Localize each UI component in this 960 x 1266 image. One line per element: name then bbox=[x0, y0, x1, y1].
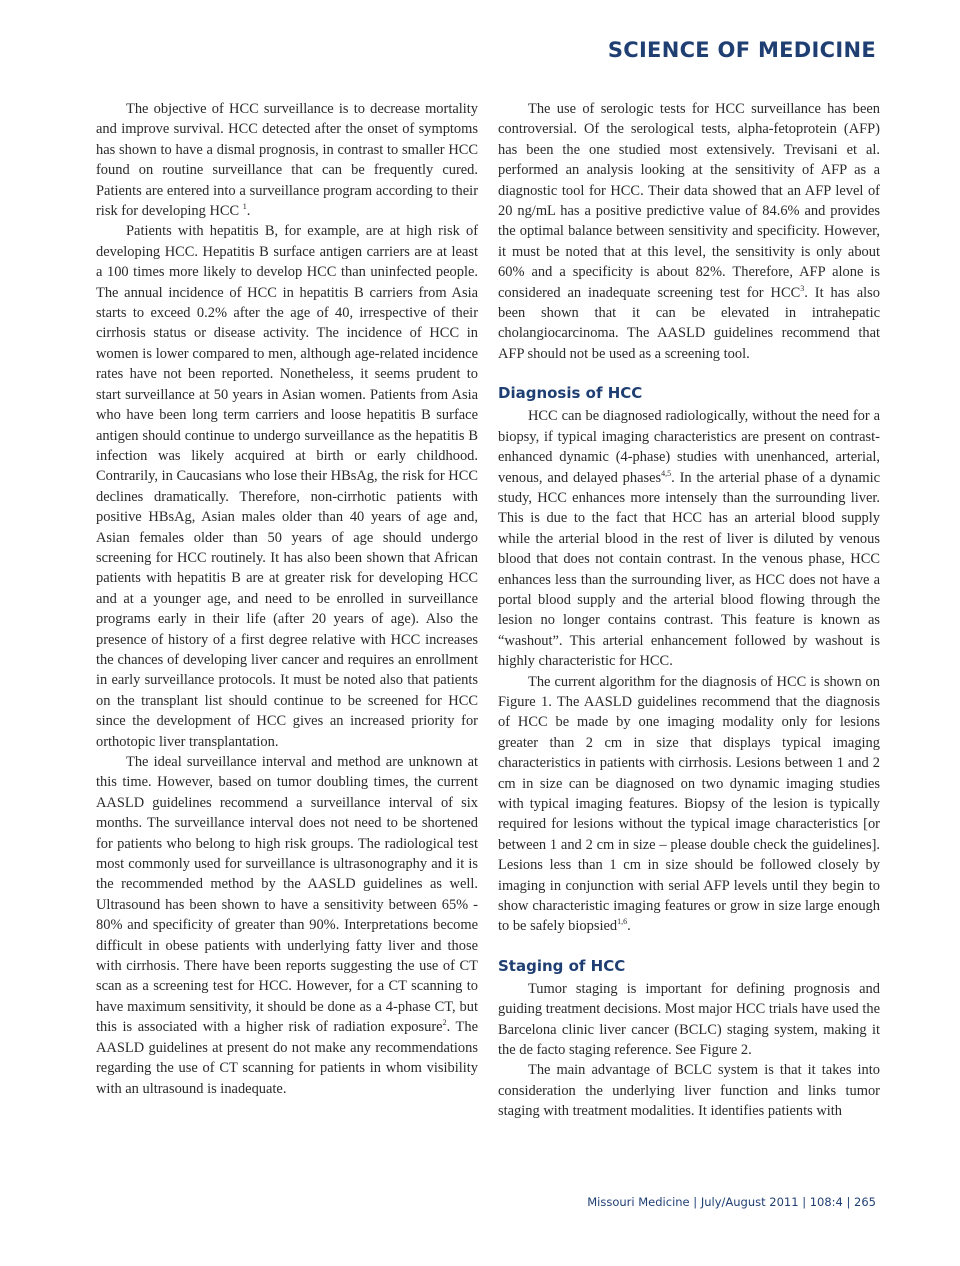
paragraph-surveillance-interval bbox=[96, 752, 478, 1099]
reference-superscript: 1,6 bbox=[617, 917, 628, 927]
heading-staging: Staging of HCC bbox=[498, 956, 626, 975]
paragraph-text-end: . bbox=[627, 918, 631, 935]
paragraph-text: HCC can be diagnosed radiologically, without the need for a biopsy, if typical imaging characteristics are present on contrast-enhanced dynamic (4-phase) studies with unenhanced, arterial, venous, and delayed phases bbox=[498, 408, 880, 486]
paragraph-hepatitis-b-risk: Patients with hepatitis B, for example, are at high risk of developing HCC. Hepatitis B surface antigen carriers are at least a 100 times more likely to develop HCC than uninfected people. The annual incidence of HCC in hepatitis B carriers from Asia starts to exceed 0.2% after the age of 40, irrespective of their cirrhosis status or disease activity. The incidence of HCC in women is lower compared to men, although age-related incidence rates have not been reported. Nonetheless, it seems prudent to start surveillance at 50 years in Asian women. Patients from Asia who have been long term carriers and loose hepatitis B surface antigen should continue to undergo surveillance as the hepatitis B infection was likely acquired at birth or early childhood. Contrarily, in Caucasians who lose their HBsAg, the risk for HCC declines dramatically. Therefore, non-cirrhotic patients with positive HBsAg, Asian males older than 40 years of age and, Asian females older than 50 years of age should undergo screening for HCC routinely. It has also been shown that African patients with hepatitis B are at greater risk for developing HCC and at a younger age, and need to be enrolled in surveillance programs early in their life (after 20 years of age). Also the presence of history of a first degree relative with HCC increases the chances of developing liver cancer and requires an enrollment in early surveillance protocols. It must be noted also that patients on the transplant list should continue to be screened for HCC since the development of HCC gives an increased priority for orthotopic liver transplantation. bbox=[96, 223, 478, 750]
footer-citation: Missouri Medicine | July/August 2011 | 108:4 | 265 bbox=[587, 1195, 876, 1209]
section-header: SCIENCE OF MEDICINE bbox=[607, 38, 876, 62]
paragraph-text-end: . The AASLD guidelines at present do not make any recommendations regarding the use of CT scanning for patients in whom visibility with an ultrasound is inadequate. bbox=[96, 1019, 478, 1097]
paragraph-bclc-advantage: The main advantage of BCLC system is that it takes into consideration the underlying liver function and links tumor staging with treatment modalities. It identifies patients with bbox=[498, 1062, 880, 1120]
reference-superscript: 4,5 bbox=[661, 468, 672, 478]
paragraph-text-end: . It has also been shown that it can be elevated in intrahepatic cholangiocarcinoma. The AASLD guidelines recommend that AFP should not be used as a screening tool. bbox=[498, 284, 880, 362]
paragraph-text: The objective of HCC surveillance is to decrease mortality and improve survival. HCC detected after the onset of symptoms has shown to have a dismal prognosis, in contrast to smaller HCC found on routine surveillance that can be frequently cured. Patients are entered into a surveillance program according to their risk for developing HCC bbox=[96, 101, 478, 220]
paragraph-text-end: . bbox=[246, 203, 251, 220]
paragraph-diagnosis-algorithm bbox=[498, 672, 880, 937]
reference-superscript: 2 bbox=[442, 1018, 447, 1028]
paragraph-surveillance-objective bbox=[96, 99, 478, 221]
heading-diagnosis: Diagnosis of HCC bbox=[498, 384, 643, 403]
paragraph-radiologic-diagnosis bbox=[498, 406, 880, 671]
right-column bbox=[498, 99, 880, 1122]
paragraph-text: The use of serologic tests for HCC surveillance has been controversial. Of the serological tests, alpha-fetoprotein (AFP) has been the one studied most extensively. Trevisani et al. performed an analysis looking at the sensitivity of AFP as a diagnostic tool for HCC. Their data showed that an AFP level of 20 ng/mL has a positive predictive value of 84.6% and provides the optimal balance between sensitivity and specificity. However, it must be noted that at this level, the sensitivity is only about 60% and a specificity is about 82%. Therefore, AFP alone is considered an inadequate screening test for HCC bbox=[498, 101, 880, 301]
paragraph-text: The current algorithm for the diagnosis of HCC is shown on Figure 1. The AASLD guidelines recommend that the diagnosis of HCC be made by one imaging modality only for lesions greater than 2 cm in size that displays typical imaging characteristics in patients with cirrhosis. Lesions between 1 and 2 cm in size can be diagnosed on two dynamic imaging studies with typical imaging features. Biopsy of the lesion is typically required for lesions without the typical image characteristics [or between 1 and 2 cm in size – please double check the guidelines]. Lesions less than 1 cm in size should be followed closely by imaging in conjunction with serial AFP levels until they begin to show characteristic imaging features or grow in size large enough to be safely biopsied bbox=[498, 673, 880, 935]
reference-superscript: 3 bbox=[800, 283, 805, 293]
paragraph-tumor-staging: Tumor staging is important for defining prognosis and guiding treatment decisions. Most major HCC trials have used the Barcelona clinic liver cancer (BCLC) staging system, making it the de facto staging reference. See Figure 2. bbox=[498, 980, 880, 1059]
paragraph-text-end: . In the arterial phase of a dynamic study, HCC enhances more intensely than the surrounding liver. This is due to the fact that HCC has an arterial blood supply while the arterial blood in the rest of liver is diluted by venous blood that does not contain contrast. In the venous phase, HCC enhances less than the surrounding liver, as HCC does not have a portal blood supply and the arterial blood flowing through the lesion no longer contains contrast. This feature is known as “washout”. This arterial enhancement followed by washout is highly characteristic for HCC. bbox=[498, 469, 880, 670]
left-column bbox=[96, 99, 478, 1099]
reference-superscript: 1 bbox=[242, 202, 247, 212]
paragraph-text: The ideal surveillance interval and method are unknown at this time. However, based on tumor doubling times, the current AASLD guidelines recommend a surveillance interval of six months. The surveillance interval does not need to be shortened for patients who belong to high risk groups. The radiological test most commonly used for surveillance is ultrasonography and it is the recommended method by the AASLD guidelines as well. Ultrasound has been shown to have a sensitivity between 65% - 80% and specificity of greater than 90%. Interpretations become difficult in obese patients with underlying fatty liver and those with cirrhosis. There have been reports suggesting the use of CT scan as a screening test for HCC. However, for a CT scanning to have maximum sensitivity, it should be done as a 4-phase CT, but this is associated with a higher risk of radiation exposure bbox=[96, 754, 478, 1036]
paragraph-serologic-tests bbox=[498, 99, 880, 364]
